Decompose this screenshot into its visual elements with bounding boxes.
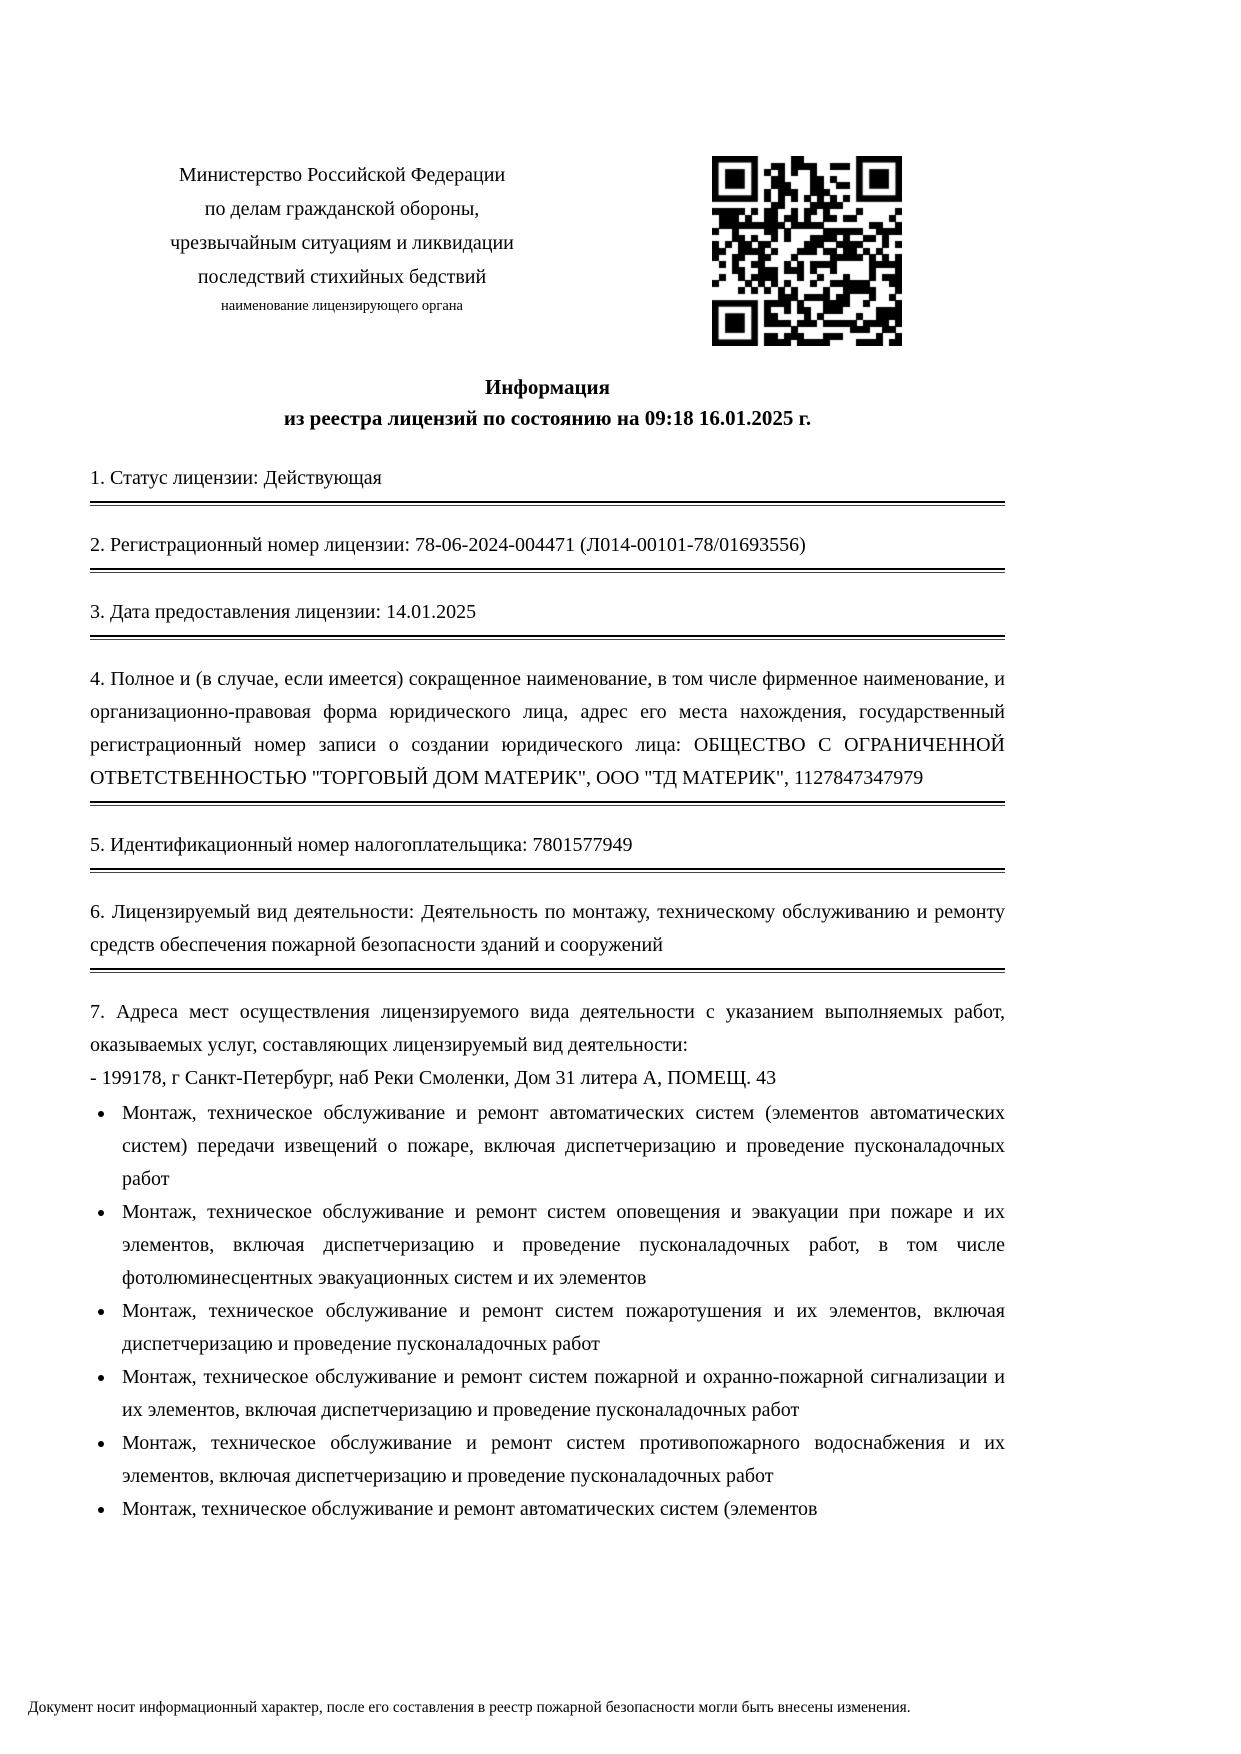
page-title [90,372,1005,434]
ministry-name-line: Министерство Российской Федерации [178,164,506,186]
licensing-authority-block [112,158,572,316]
works-list [90,1097,1005,1526]
works-list-item: • Монтаж, техническое обслуживание и ремонт систем пожаротушения и их элементов, включая диспетчеризацию и проведение пусконаладочных работ [116,1295,1005,1361]
field-license-status: 1. Статус лицензии: Действующая [90,462,1005,503]
page-title-line1: Информация [484,375,611,399]
field-taxpayer-id: 5. Идентификационный номер налогоплательщика: 7801577949 [90,829,1005,870]
works-list-item: • Монтаж, техническое обслуживание и ремонт автоматических систем (элементов [116,1493,1005,1526]
field-legal-entity-name: 4. Полное и (в случае, если имеется) сокращенное наименование, в том числе фирменное наименование, и организационно-правовая форма юридического лица, адрес его места нахождения, государственный регистрационный номер записи о создании юридического лица: ОБЩЕСТВО С ОГРАНИЧЕННОЙ ОТВЕТСТВЕННОСТЬЮ "ТОРГОВЫЙ ДОМ МАТЕРИК", ООО "ТД МАТЕРИК", 1127847347979 [90,663,1005,803]
activity-address: - 199178, г Санкт-Петербург, наб Реки Смоленки, Дом 31 литера А, ПОМЕЩ. 43 [90,1067,777,1089]
field-licensed-activity: 6. Лицензируемый вид деятельности: Деятельность по монтажу, техническому обслуживанию и ремонту средств обеспечения пожарной безопасности зданий и сооружений [90,896,1005,970]
works-list-item: • Монтаж, техническое обслуживание и ремонт систем противопожарного водоснабжения и их элементов, включая диспетчеризацию и проведение пусконаладочных работ [116,1427,1005,1493]
field-registration-number: 2. Регистрационный номер лицензии: 78-06-2024-004471 (Л014-00101-78/01693556) [90,529,1005,570]
page-title-line2: из реестра лицензий по состоянию на 09:18 16.01.2025 г. [283,406,812,430]
ministry-name-line: последствий стихийных бедствий [197,266,487,288]
ministry-name-line: чрезвычайным ситуациям и ликвидации [170,232,514,254]
works-list-item: • Монтаж, техническое обслуживание и ремонт систем оповещения и эвакуации при пожаре и их элементов, включая диспетчеризацию и проведение пусконаладочных работ, в том числе фотолюминесцентных эвакуационных систем и их элементов [116,1196,1005,1295]
field-grant-date: 3. Дата предоставления лицензии: 14.01.2025 [90,596,1005,637]
document-body [90,372,1005,1526]
licensing-authority-caption: наименование лицензирующего органа [221,298,463,314]
qr-code [712,156,902,346]
ministry-name-line: по делам гражданской обороны, [204,198,480,220]
works-list-item: • Монтаж, техническое обслуживание и ремонт систем пожарной и охранно-пожарной сигнализации и их элементов, включая диспетчеризацию и проведение пусконаладочных работ [116,1361,1005,1427]
works-list-item: • Монтаж, техническое обслуживание и ремонт автоматических систем (элементов автоматических систем) передачи извещений о пожаре, включая диспетчеризацию и проведение пусконаладочных работ [116,1097,1005,1196]
disclaimer-footnote: Документ носит информационный характер, после его составления в реестр пожарной безопасности могли быть внесены изменения. [28,1699,911,1716]
qr-code-container [710,154,904,353]
field-activity-addresses: 7. Адреса мест осуществления лицензируемого вида деятельности с указанием выполняемых работ, оказываемых услуг, составляющих лицензируемый вид деятельности: [90,1001,1005,1056]
